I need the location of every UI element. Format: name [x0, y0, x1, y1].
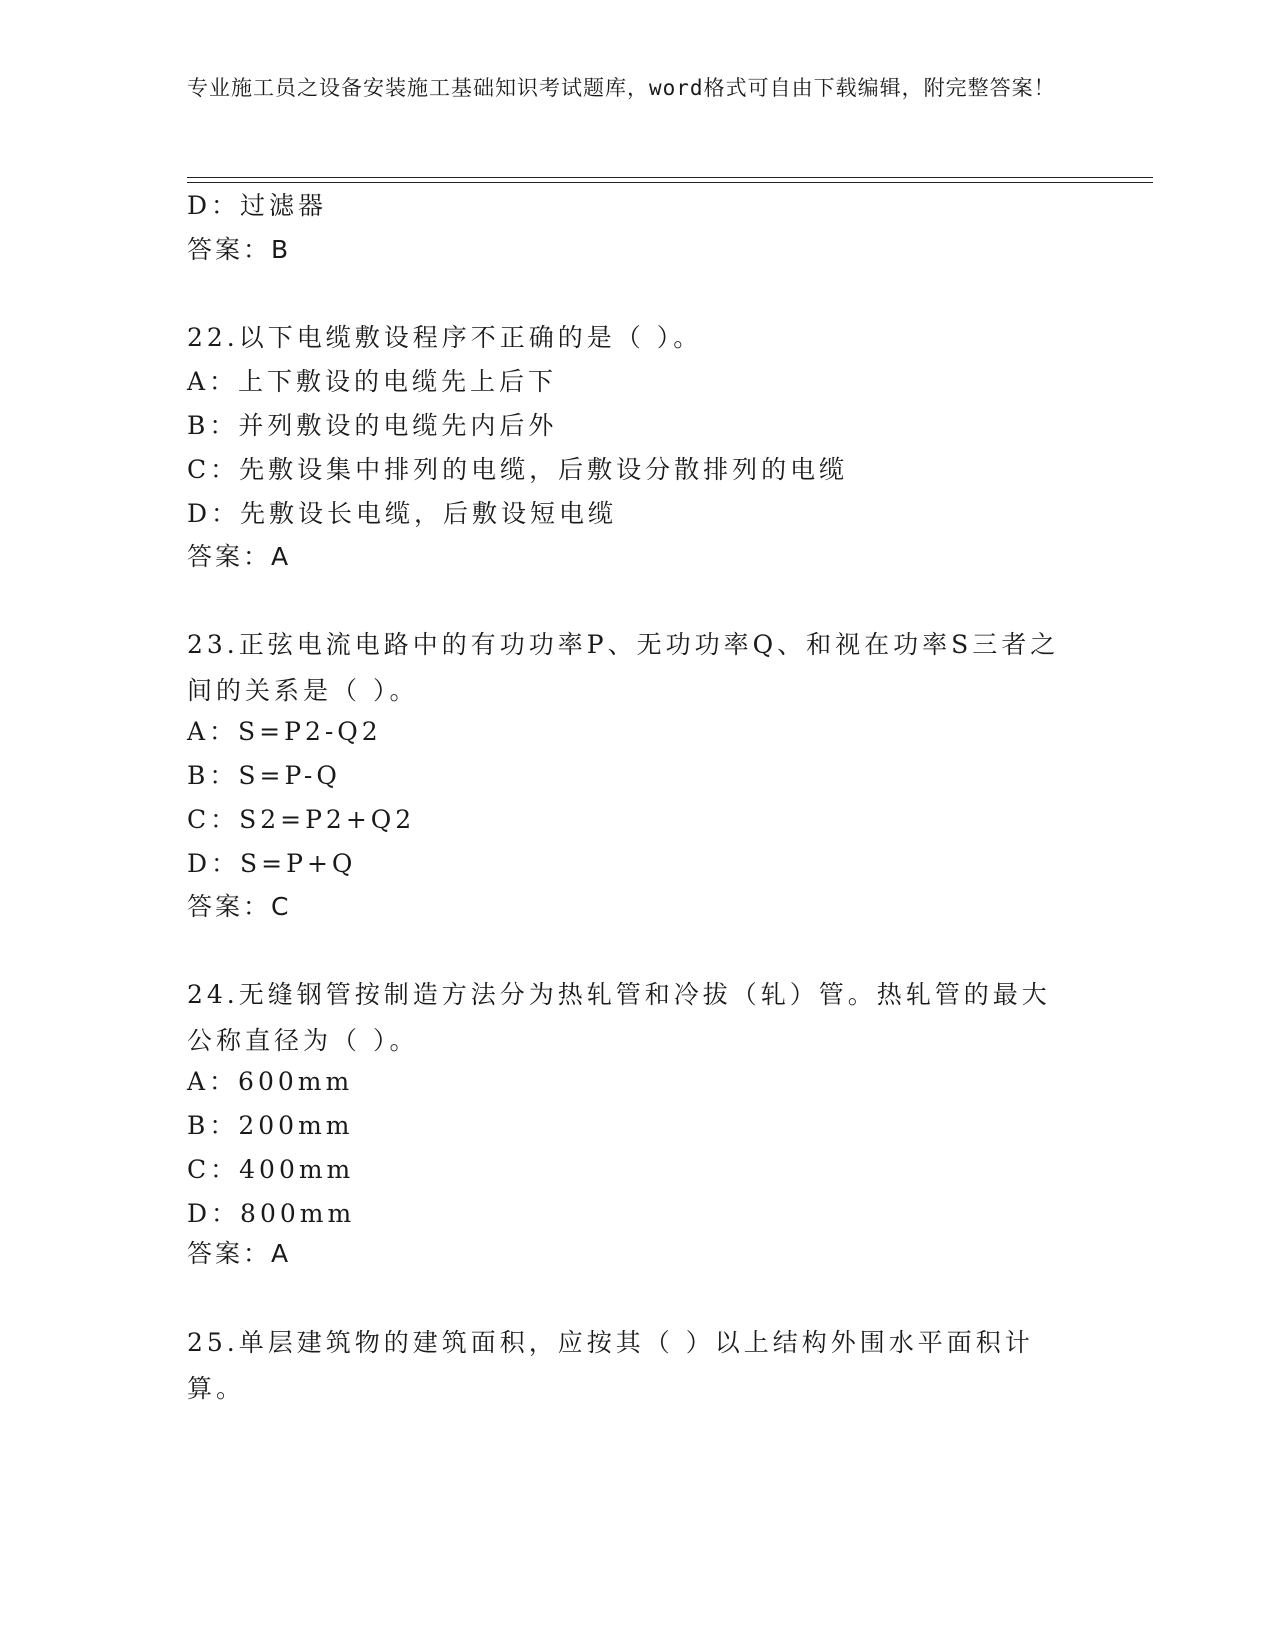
- question-23-option-d: D：S=P+Q: [187, 849, 357, 878]
- question-22-option-c: C：先敷设集中排列的电缆，后敷设分散排列的电缆: [187, 455, 849, 484]
- question-24-option-b: B：200mm: [187, 1111, 354, 1140]
- header-rule-bottom: [187, 182, 1153, 183]
- question-22-stem: 22.以下电缆敷设程序不正确的是（ ）。: [187, 323, 703, 352]
- question-22-answer: 答案：A: [187, 542, 292, 571]
- question-23-stem: 23.正弦电流电路中的有功功率P、无功功率Q、和视在功率S三者之间的关系是（ ）。: [187, 630, 1060, 705]
- question-22-option-b: B：并列敷设的电缆先内后外: [187, 411, 558, 440]
- question-25-stem: 25.单层建筑物的建筑面积，应按其（ ）以上结构外围水平面积计算。: [187, 1328, 1034, 1403]
- question-24-stem: 24.无缝钢管按制造方法分为热轧管和冷拔（轧）管。热轧管的最大公称直径为（ ）。: [187, 980, 1051, 1055]
- document-header: 专业施工员之设备安装施工基础知识考试题库，word格式可自由下载编辑，附完整答案！: [187, 76, 1056, 100]
- question-22-option-d: D：先敷设长电缆，后敷设短电缆: [187, 499, 618, 528]
- question-23-option-c: C：S2=P2+Q2: [187, 805, 416, 834]
- question-24-option-c: C：400mm: [187, 1155, 355, 1184]
- question-23-option-b: B：S=P-Q: [187, 761, 341, 790]
- question-24-answer: 答案：A: [187, 1239, 292, 1268]
- answer-line: 答案：B: [187, 235, 292, 264]
- option-d: D：过滤器: [187, 191, 328, 220]
- question-23-option-a: A：S=P2-Q2: [187, 717, 382, 746]
- question-23-answer: 答案：C: [187, 892, 292, 921]
- header-rule-top: [187, 177, 1153, 178]
- question-22-option-a: A：上下敷设的电缆先上后下: [187, 367, 558, 396]
- question-24-option-a: A：600mm: [187, 1067, 354, 1096]
- question-24-option-d: D：800mm: [187, 1199, 356, 1228]
